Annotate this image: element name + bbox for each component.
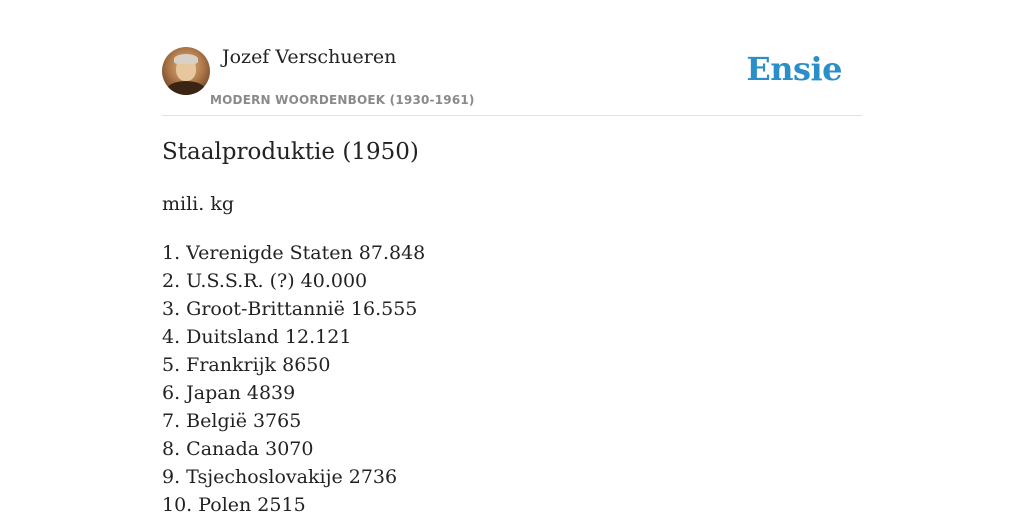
production-ranking-list: [162, 239, 425, 519]
list-item: 8. Canada 3070: [162, 438, 314, 460]
author-avatar[interactable]: [162, 47, 210, 95]
list-item: 3. Groot-Brittannië 16.555: [162, 298, 418, 320]
list-item: 6. Japan 4839: [162, 382, 296, 404]
page-header: [162, 46, 862, 116]
avatar-hair: [174, 54, 198, 64]
list-item: 9. Tsjechoslovakije 2736: [162, 466, 398, 488]
avatar-coat: [166, 81, 206, 95]
author-name-link[interactable]: Jozef Verschueren: [222, 46, 397, 68]
source-label[interactable]: MODERN WOORDENBOEK (1930-1961): [210, 93, 475, 107]
list-item: 5. Frankrijk 8650: [162, 354, 331, 376]
ensie-logo[interactable]: Ensie: [746, 50, 842, 88]
list-item: 4. Duitsland 12.121: [162, 326, 352, 348]
list-item: 1. Verenigde Staten 87.848: [162, 242, 426, 264]
unit-label: mili. kg: [162, 193, 235, 215]
list-item: 10. Polen 2515: [162, 494, 306, 516]
article-title: Staalproduktie (1950): [162, 139, 419, 165]
list-item: 7. België 3765: [162, 410, 302, 432]
list-item: 2. U.S.S.R. (?) 40.000: [162, 270, 368, 292]
